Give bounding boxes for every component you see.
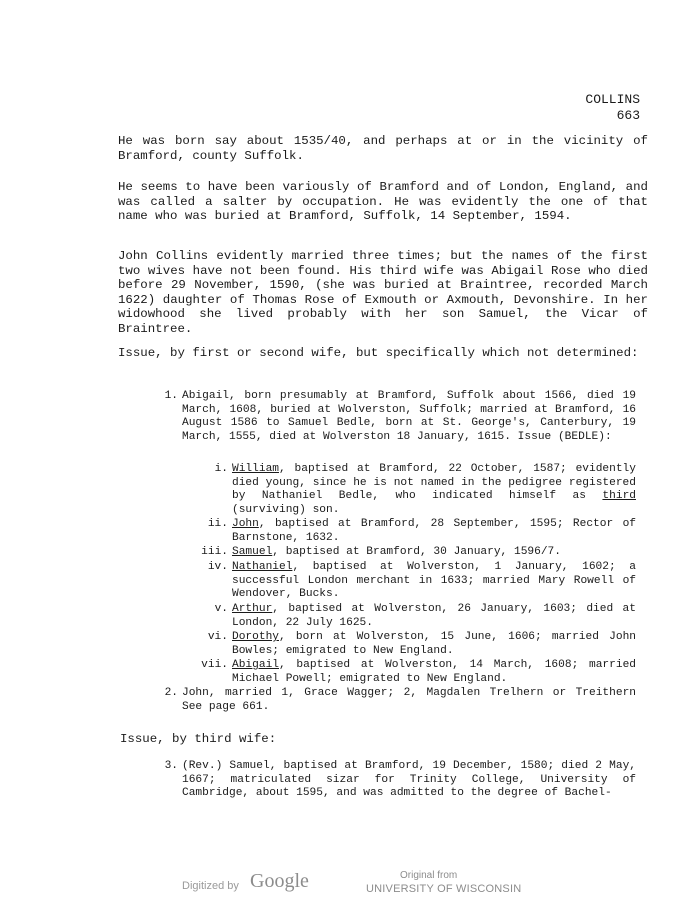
- child-text: [232, 659, 636, 686]
- item-text: John, married 1, Grace Wagger; 2, Magdalen Trelhern or Treithern See page 661.: [182, 687, 636, 713]
- item-text: Abigail, born presumably at Bramford, Suffolk about 1566, died 19 March, 1608, buried at Wolverston, Suffolk; married at Bramford, 16 August 1586 to Samuel Bedle, born at St. George's, Canterbury, 19 March, 1555, died at Wolverston 18 January, 1615. Issue (BEDLE):: [182, 390, 636, 443]
- digitized-by-label: Digitized by: [182, 880, 239, 892]
- child-name: John: [232, 518, 259, 530]
- item-number: 2.: [164, 687, 178, 699]
- child-text: [232, 561, 636, 602]
- digitization-footer: [0, 868, 680, 904]
- child-text: [232, 518, 636, 545]
- child-text: [232, 546, 636, 560]
- item-text: (Rev.) Samuel, baptised at Bramford, 19 December, 1580; died 2 May, 1667; matriculated sizar for Trinity College, University of Cambridge, about 1595, and was admitted to the degree of Bachel-: [182, 760, 636, 800]
- paragraph-occupation: He seems to have been variously of Bramford and of London, England, and was called a salter by occupation. He was evidently the one of that name who was buried at Bramford, Suffolk, 14 September, 1594.: [118, 180, 648, 223]
- child-text: [232, 603, 636, 630]
- issue-third-heading: Issue, by third wife:: [120, 732, 277, 746]
- original-from-label: Original from: [400, 870, 458, 881]
- child-tail: (surviving) son.: [232, 503, 340, 516]
- header-page-number: 663: [616, 108, 640, 123]
- institution-name: UNIVERSITY OF WISCONSIN: [366, 883, 522, 895]
- child-name: Samuel: [232, 546, 273, 558]
- child-number: ii.: [207, 518, 228, 530]
- child-details: , baptised at Wolverston, 14 March, 1608; married Michael Powell; emigrated to New England.: [232, 659, 636, 685]
- child-details: , baptised at Bramford, 28 September, 1595; Rector of Barnstone, 1632.: [232, 518, 636, 544]
- child-details: , born at Wolverston, 15 June, 1606; married John Bowles; emigrated to New England.: [232, 631, 636, 657]
- child-name: Abigail: [232, 659, 279, 671]
- child-text: [232, 631, 636, 658]
- child-number: v.: [214, 603, 228, 615]
- child-third: third: [602, 490, 636, 503]
- child-text: [232, 463, 636, 517]
- header-surname: COLLINS: [585, 92, 640, 107]
- child-number: iv.: [207, 561, 228, 573]
- page-header: [585, 92, 640, 124]
- child-number: vii.: [201, 659, 228, 671]
- child-number: i.: [214, 463, 228, 475]
- item-number: 3.: [164, 760, 178, 772]
- child-details: , baptised at Bramford, 30 January, 1596/7.: [272, 546, 561, 558]
- child-details: , baptised at Bramford, 22 October, 1587; evidently died young, since he is not named in the pedigree registered by Nathaniel Bedle, who indicated himself as: [232, 463, 636, 503]
- item-number: 1.: [164, 390, 178, 402]
- paragraph-birth: He was born say about 1535/40, and perhaps at or in the vicinity of Bramford, county Suffolk.: [118, 134, 648, 163]
- child-name: William: [232, 463, 279, 475]
- child-name: Dorothy: [232, 631, 279, 643]
- paragraph-issue-intro: Issue, by first or second wife, but specifically which not determined:: [118, 346, 639, 360]
- google-logo: Google: [250, 870, 309, 892]
- child-details: , baptised at Wolverston, 26 January, 1603; died at London, 22 July 1625.: [232, 603, 636, 629]
- child-name: Nathaniel: [232, 561, 293, 573]
- child-number: vi.: [207, 631, 228, 643]
- child-number: iii.: [201, 546, 228, 558]
- child-details: , baptised at Wolverston, 1 January, 1602; a successful London merchant in 1633; married Mary Rowell of Wendover, Bucks.: [232, 561, 636, 601]
- paragraph-marriages: John Collins evidently married three times; but the names of the first two wives have not been found. His third wife was Abigail Rose who died before 29 November, 1590, (she was buried at Braintree, recorded March 1622) daughter of Thomas Rose of Exmouth or Axmouth, Devonshire. In her widowhood she lived probably with her son Samuel, the Vicar of Braintree.: [118, 249, 648, 336]
- child-name: Arthur: [232, 603, 273, 615]
